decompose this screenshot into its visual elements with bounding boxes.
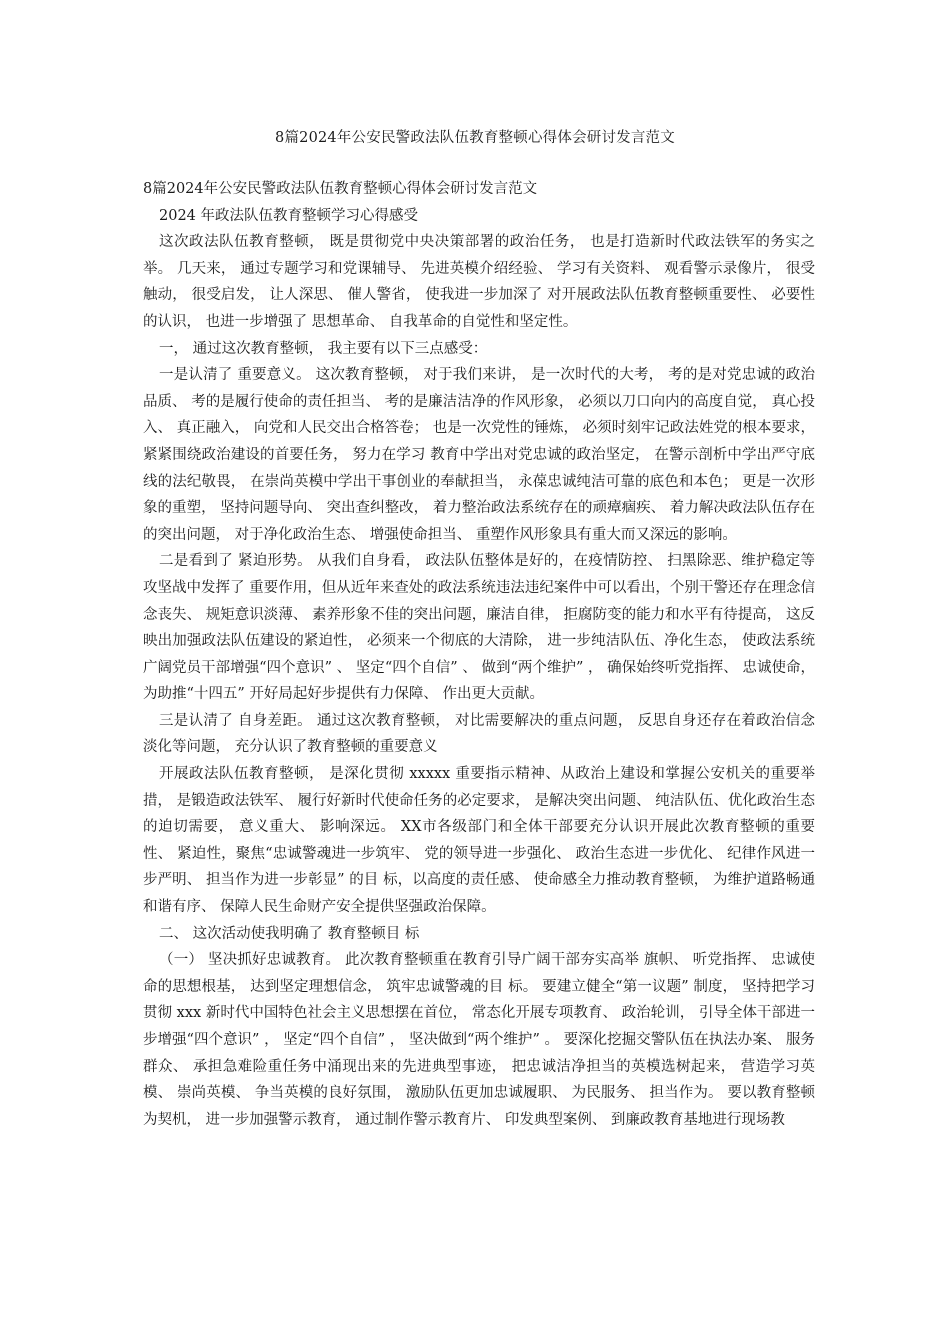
intro-paragraph: 这次政法队伍教育整顿， 既是贯彻党中央决策部署的政治任务， 也是打造新时代政法铁军的务实之举。 几天来， 通过专题学习和党课辅导、 先进英模介绍经验、 学习有关资料、 观看警示录像片， 很受触动， 很受启发， 让人深思、 催人警省， 使我进一步加深了 对开展政法队伍教育整顿重要性、 必要性的认识， 也进一步增强了 思想革命、 自我革命的自觉性和坚定性。	[143, 234, 815, 330]
document-title: 8篇2024年公安民警政法队伍教育整顿心得体会研讨发言范文	[275, 130, 675, 146]
section-heading-one: 一， 通过这次教育整顿， 我主要有以下三点感受：	[159, 340, 488, 357]
document-body	[143, 176, 815, 1133]
point-one-paragraph: 一是认清了 重要意义。 这次教育整顿， 对于我们来讲， 是一次时代的大考， 考的是对党忠诚的政治品质、 考的是履行使命的责任担当、 考的是廉洁洁净的作风形象， 必须以刀口向内的高度自觉， 真心投入、 真正融入， 向党和人民交出合格答卷； 也是一次党性的锤炼， 必须时刻牢记政法姓党的根本要求， 紧紧围绕政治建设的首要任务， 努力在学习 教育中学出对党忠诚的政治坚定， 在警示剖析中学出严守底线的法纪敬畏， 在崇尚英模中学出干事创业的奉献担当， 永葆忠诚纯洁可靠的底色和本色； 更是一次形象的重塑， 坚持问题导向、 突出查纠整改， 着力整治政法系统存在的顽瘴痼疾、 着力解决政法队伍存在的突出问题， 对于净化政治生态、 增强使命担当、 重塑作风形象具有重大而又深远的影响。	[143, 367, 815, 543]
section-heading-two: 二、 这次活动使我明确了 教育整顿目 标	[159, 925, 420, 942]
point-three-paragraph: 三是认清了 自身差距。 通过这次教育整顿， 对比需要解决的重点问题， 反思自身还存在着政治信念淡化等问题， 充分认识了教育整顿的重要意义	[143, 712, 815, 756]
body-heading: 8篇2024年公安民警政法队伍教育整顿心得体会研讨发言范文	[143, 181, 538, 197]
loyalty-education-paragraph: （一） 坚决抓好忠诚教育。 此次教育整顿重在教育引导广阔干部夯实高举 旗帜、 听党指挥、 忠诚使命的思想根基， 达到坚定理想信念， 筑牢忠诚警魂的目 标。 要建立健全“第一议题” 制度， 坚持把学习贯彻 xxx 新时代中国特色社会主义思想摆在首位， 常态化开展专项教育、 政治轮训， 引导全体干部进一步增强“四个意识” ， 坚定“四个自信” ， 坚决做到“两个维护” 。 要深化挖掘交警队伍在执法办案、 服务群众、 承担急难险重任务中涌现出来的先进典型事迹， 把忠诚洁净担当的英模选树起来， 营造学习英模、 崇尚英模、 争当英模的良好氛围， 激励队伍更加忠诚履职、 为民服务、 担当作为。 要以教育整顿为契机， 进一步加强警示教育， 通过制作警示教育片、 印发典型案例、 到廉政教育基地进行现场教	[143, 952, 815, 1128]
significance-paragraph: 开展政法队伍教育整顿， 是深化贯彻 xxxxx 重要指示精神、从政治上建设和掌握公安机关的重要举措， 是锻造政法铁军、 履行好新时代使命任务的必定要求， 是解决突出问题、 纯洁队伍、优化政治生态的迫切需要， 意义重大、 影响深远。 XX市各级部门和全体干部要充分认识开展此次教育整顿的重要性、 紧迫性，聚焦“忠诚警魂进一步筑牢、 党的领导进一步强化、 政治生态进一步优化、 纪律作风进一步严明、 担当作为进一步彰显” 的目 标，以高度的责任感、 使命感全力推动教育整顿， 为维护道路畅通和谐有序、 保障人民生命财产安全提供坚强政治保障。	[143, 766, 815, 916]
section-subtitle: 2024 年政法队伍教育整顿学习心得感受	[159, 207, 419, 224]
point-two-paragraph: 二是看到了 紧迫形势。 从我们自身看， 政法队伍整体是好的，在疫情防控、 扫黑除恶、维护稳定等攻坚战中发挥了 重要作用，但从近年来查处的政法系统违法违纪案件中可以看出，个别干警还存在理念信念丧失、 规矩意识淡薄、 素养形象不佳的突出问题，廉洁自律， 拒腐防变的能力和水平有待提高， 这反映出加强政法队伍建设的紧迫性， 必须来一个彻底的大清除， 进一步纯洁队伍、净化生态， 使政法系统广阔党员干部增强“四个意识” 、 坚定“四个自信” 、 做到“两个维护” ， 确保始终听党指挥、 忠诚使命，为助推“十四五” 开好局起好步提供有力保障、 作出更大贡献。	[143, 553, 815, 703]
